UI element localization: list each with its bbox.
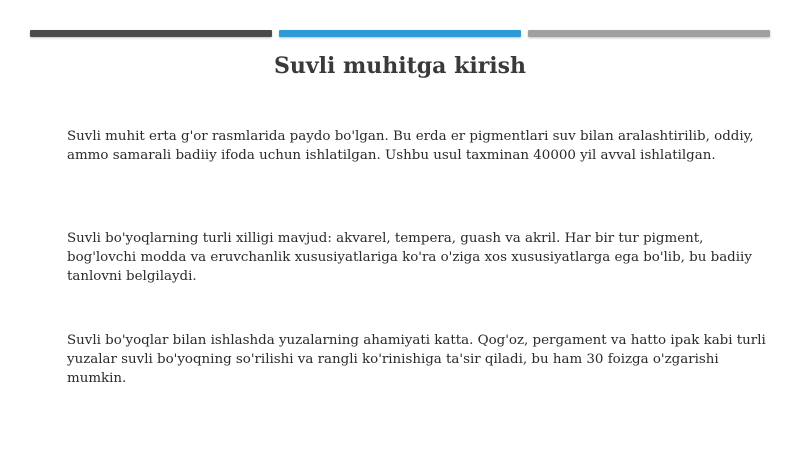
paragraph-surfaces: Suvli bo'yoqlar bilan ishlashda yuzalarning ahamiyati katta. Qog'oz, pergament va hatto ipak kabi turli yuzalar suvli bo'yoqning so'rilishi va rangli ko'rinishiga ta'sir qiladi, bu ham 30 foizga o'zgarishi mumkin.: [67, 333, 766, 386]
paragraph-paint-types: Suvli bo'yoqlarning turli xilligi mavjud: akvarel, tempera, guash va akril. Har bir tur pigment, bog'lovchi modda va eruvchanlik xususiyatlariga ko'ra o'ziga xos xususiyatlarga ega bo'lib, bu badiiy tanlovni belgilaydi.: [67, 231, 752, 284]
header-bar-dark: [30, 30, 272, 37]
header-bar-blue: [279, 30, 521, 37]
slide-title: Suvli muhitga kirish: [273, 53, 527, 79]
header-bar-gray: [528, 30, 770, 37]
paragraph-history: Suvli muhit erta g'or rasmlarida paydo bo'lgan. Bu erda er pigmentlari suv bilan aralashtirilib, oddiy, ammo samarali badiiy ifoda uchun ishlatilgan. Ushbu usul taxminan 40000 yil avval ishlatilgan.: [67, 129, 754, 163]
